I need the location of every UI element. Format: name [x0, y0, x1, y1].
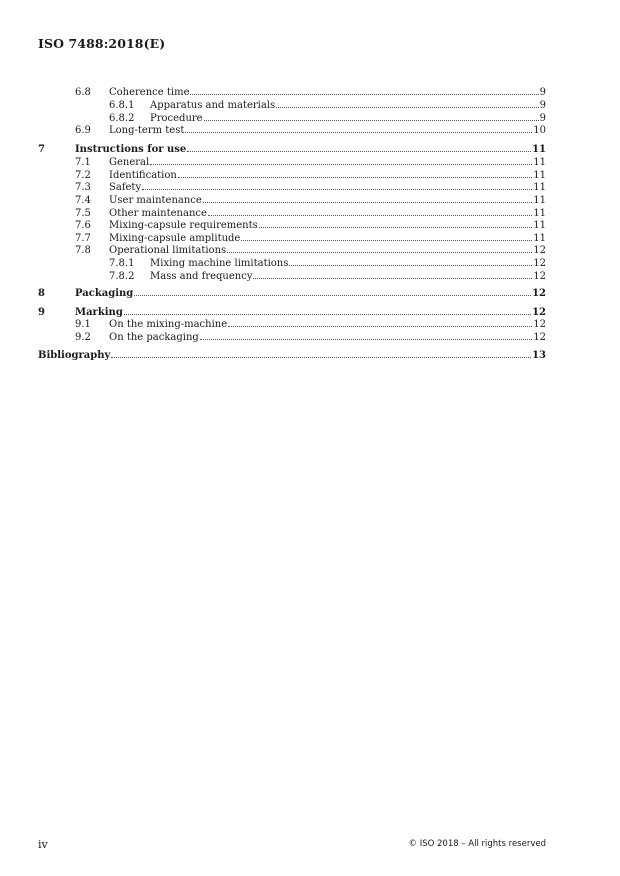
toc-entry[interactable]	[0, 233, 620, 245]
toc-entry-page: 12	[533, 245, 546, 256]
dot-leader	[228, 326, 532, 327]
toc-entry-page: 11	[533, 220, 546, 231]
toc-entry-page: 12	[533, 332, 546, 343]
dot-leader	[276, 107, 538, 108]
toc-entry-title: Mixing-capsule amplitude	[109, 233, 241, 244]
dot-leader	[241, 240, 532, 241]
toc-entry[interactable]	[0, 87, 620, 99]
toc-entry-title: Procedure	[150, 113, 203, 124]
toc-entry-number: 7.1	[75, 157, 91, 168]
toc-entry-title: Packaging	[75, 288, 134, 299]
copyright-notice: © ISO 2018 – All rights reserved	[408, 839, 546, 849]
toc-entry[interactable]	[0, 245, 620, 257]
toc-entry-title: Identification	[109, 170, 177, 181]
toc-entry-number: 9.1	[75, 319, 91, 330]
dot-leader	[253, 278, 532, 279]
toc-entry-page: 10	[533, 125, 546, 136]
dot-leader	[187, 151, 531, 152]
toc-entry-number: 7.3	[75, 182, 91, 193]
toc-entry[interactable]	[0, 170, 620, 182]
toc-entry-number: 7.6	[75, 220, 91, 231]
toc-entry-title: Mixing machine limitations	[150, 258, 289, 269]
toc-entry-title: Operational limitations	[109, 245, 227, 256]
dot-leader	[289, 265, 532, 266]
toc-entry-title: Mixing-capsule requirements	[109, 220, 258, 231]
dot-leader	[150, 164, 532, 165]
toc-entry-number: 7.4	[75, 195, 91, 206]
page-number: iv	[38, 838, 48, 851]
toc-entry[interactable]	[0, 258, 620, 270]
toc-entry[interactable]	[0, 113, 620, 125]
dot-leader	[111, 357, 531, 358]
toc-entry-page: 11	[532, 144, 546, 155]
toc-entry[interactable]	[0, 288, 620, 300]
toc-entry-title: Coherence time	[109, 87, 190, 98]
toc-entry-page: 9	[539, 100, 546, 111]
toc-entry-page: 11	[533, 233, 546, 244]
dot-leader	[190, 94, 538, 95]
toc-entry-number: 7.8.1	[109, 258, 135, 269]
dot-leader	[124, 314, 531, 315]
toc-entry[interactable]	[0, 307, 620, 319]
toc-entry-page: 12	[533, 319, 546, 330]
toc-entry-page: 12	[533, 258, 546, 269]
toc-entry[interactable]	[0, 195, 620, 207]
toc-entry-number: 6.8.1	[109, 100, 135, 111]
toc-entry-title: Bibliography	[38, 350, 111, 361]
toc-entry-title: Apparatus and materials	[150, 100, 276, 111]
toc-entry-number: 7.2	[75, 170, 91, 181]
toc-entry-title: Marking	[75, 307, 123, 318]
toc-entry[interactable]	[0, 157, 620, 169]
toc-entry-number: 9.2	[75, 332, 91, 343]
toc-entry-page: 11	[533, 157, 546, 168]
toc-entry-title: Instructions for use	[75, 144, 187, 155]
toc-entry-page: 12	[532, 288, 546, 299]
toc-entry-number: 6.9	[75, 125, 91, 136]
toc-entry-title: Safety	[109, 182, 142, 193]
toc-entry-title: Mass and frequency	[150, 271, 253, 282]
toc-entry-title: On the mixing-machine	[109, 319, 228, 330]
toc-entry[interactable]	[0, 271, 620, 283]
toc-entry-title: Other maintenance	[109, 208, 207, 219]
toc-entry[interactable]	[0, 144, 620, 156]
dot-leader	[227, 252, 532, 253]
toc-entry-page: 11	[533, 208, 546, 219]
toc-entry-number: 9	[38, 307, 45, 318]
toc-entry-number: 7.7	[75, 233, 91, 244]
toc-entry-page: 11	[533, 182, 546, 193]
toc-entry-number: 7.8	[75, 245, 91, 256]
dot-leader	[200, 339, 532, 340]
dot-leader	[208, 215, 532, 216]
toc-entry-page: 11	[533, 195, 546, 206]
toc-entry-number: 6.8.2	[109, 113, 135, 124]
toc-entry-page: 13	[532, 350, 546, 361]
dot-leader	[204, 120, 539, 121]
toc-entry[interactable]	[0, 332, 620, 344]
toc-entry-number: 7.8.2	[109, 271, 135, 282]
toc-entry-title: General	[109, 157, 150, 168]
toc-entry-number: 7.5	[75, 208, 91, 219]
dot-leader	[142, 189, 532, 190]
toc-entry-number: 7	[38, 144, 45, 155]
toc-entry[interactable]	[0, 319, 620, 331]
toc-entry[interactable]	[0, 220, 620, 232]
dot-leader	[203, 202, 532, 203]
toc-entry-number: 6.8	[75, 87, 91, 98]
toc-entry-page: 9	[539, 113, 546, 124]
dot-leader	[178, 177, 532, 178]
toc-entry-page: 12	[532, 307, 546, 318]
toc-entry[interactable]	[0, 208, 620, 220]
toc-entry-title: On the packaging	[109, 332, 199, 343]
toc-entry-title: Long-term test	[109, 125, 185, 136]
toc-entry[interactable]	[0, 125, 620, 137]
dot-leader	[185, 132, 532, 133]
dot-leader	[134, 295, 531, 296]
toc-entry[interactable]	[0, 100, 620, 112]
dot-leader	[259, 227, 533, 228]
toc-entry-title: User maintenance	[109, 195, 202, 206]
document-header: ISO 7488:2018(E)	[38, 36, 166, 51]
toc-entry[interactable]	[0, 182, 620, 194]
toc-entry-number: 8	[38, 288, 45, 299]
toc-entry-page: 9	[539, 87, 546, 98]
toc-entry-page: 11	[533, 170, 546, 181]
toc-entry[interactable]	[0, 350, 620, 362]
toc-entry-page: 12	[533, 271, 546, 282]
